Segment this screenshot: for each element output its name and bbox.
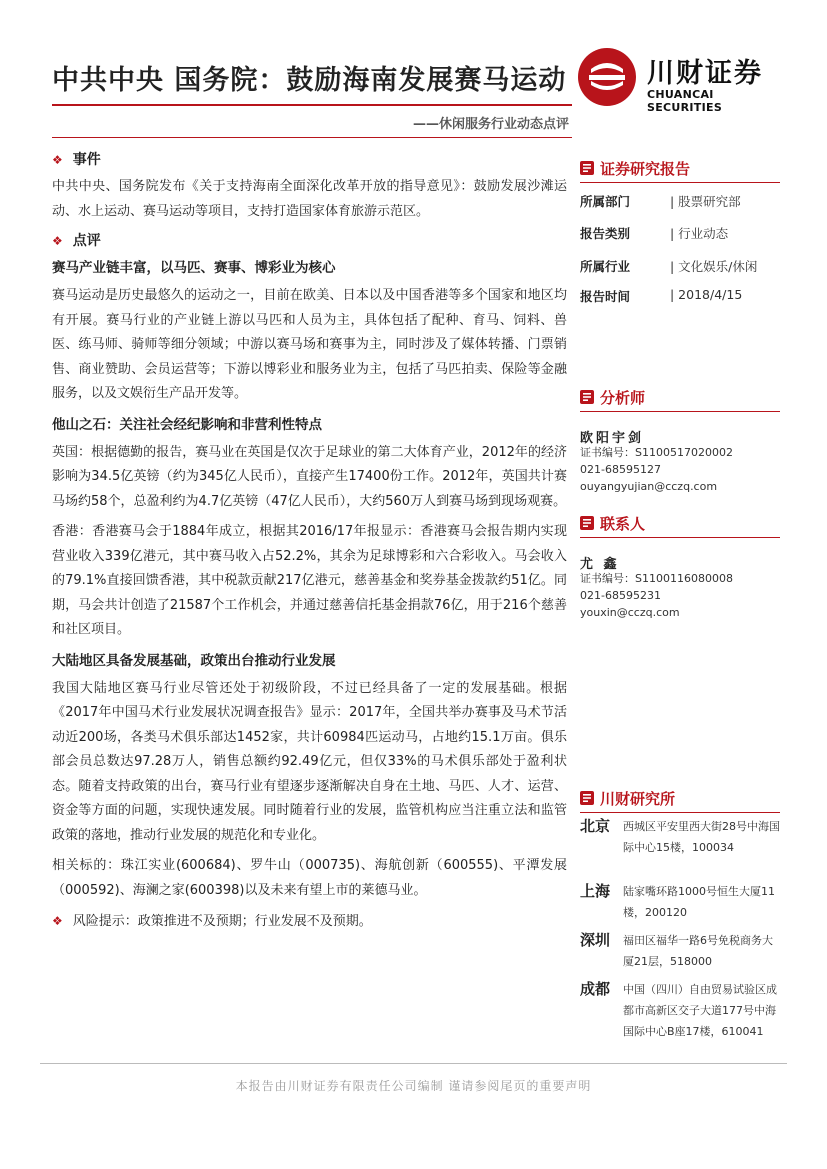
diamond-bullet-icon: ❖	[52, 153, 63, 167]
institute-panel	[580, 788, 780, 810]
institute-heading: 川财研究所	[580, 788, 780, 810]
footer-disclaimer: 本报告由川财证券有限责任公司编制 谨请参阅尾页的重要声明	[235, 1079, 592, 1093]
contact-heading: 联系人	[580, 513, 780, 535]
section-rule	[580, 537, 780, 538]
event-heading: ❖ 事件	[52, 152, 101, 168]
report-icon	[580, 390, 594, 404]
subtitle-rule	[52, 137, 572, 138]
event-paragraph: 中共中央、国务院发布《关于支持海南全面深化改革开放的指导意见》：鼓励发展沙滩运动、水上运动、赛马运动等项目，支持打造国家体育旅游示范区。	[52, 179, 567, 219]
contact-email[interactable]: youxin@cczq.com	[580, 606, 680, 619]
contact-phone: 021-68595231	[580, 589, 661, 602]
analyst-email[interactable]: ouyangyujian@cczq.com	[580, 480, 718, 493]
paragraph-industry-chain: 赛马运动是历史最悠久的运动之一，目前在欧美、日本以及中国香港等多个国家和地区均有开展。赛马行业的产业链上游以马匹和人员为主，具体包括了配种、育马、饲料、兽医、练马师、骑师等细分领域；中游以赛马场和赛事为主，同时涉及了媒体转播、门票销售、商业赞助、会员运营等；下游以博彩业和服务业为主，包括了马匹拍卖、保险等金融服务，以及文娱衍生产品开发等。	[52, 288, 567, 401]
subheading-mainland: 大陆地区具备发展基础，政策出台推动行业发展	[52, 652, 336, 669]
report-icon	[580, 791, 594, 805]
report-info-heading: 证券研究报告	[580, 158, 780, 180]
page-title: 中共中央 国务院：鼓励海南发展赛马运动	[52, 65, 567, 96]
header-rule	[52, 104, 572, 106]
logo-text-en: CHUANCAI SECURITIES	[647, 88, 723, 114]
review-heading: ❖ 点评	[52, 233, 101, 249]
analyst-panel	[580, 387, 780, 493]
subheading-overseas: 他山之石：关注社会经纪影响和非营利性特点	[52, 416, 322, 433]
diamond-bullet-icon: ❖	[52, 914, 63, 928]
analyst-cert: 证书编号：S1100517020002	[580, 446, 733, 459]
analyst-name: 欧阳宇剑	[580, 431, 645, 446]
main-content	[52, 149, 567, 934]
contact-name: 尤 鑫	[580, 557, 620, 572]
paragraph-uk: 英国：根据德勤的报告，赛马业在英国是仅次于足球业的第二大体育产业，2012年的经济影响为34.5亿英镑（约为345亿人民币），直接产生17400份工作。2012年，英国共计赛马场约58个，总盈利约为4.7亿英镑（47亿人民币），大约560万人到赛马场到现场观赛。	[52, 444, 567, 509]
risk-warning: ❖ 风险提示：政策推进不及预期；行业发展不及预期。	[52, 914, 372, 929]
paragraph-related-stocks: 相关标的：珠江实业(600684)、罗牛山（000735)、海航创新（600555)、平潭发展（000592)、海澜之家(600398)以及未来有望上市的莱德马业。	[52, 858, 567, 898]
contact-cert: 证书编号：S1100116080008	[580, 572, 733, 585]
logo-text-cn: 川财证券	[647, 58, 763, 89]
section-rule	[580, 411, 780, 412]
page-subtitle: ——休闲服务行业动态点评	[412, 117, 569, 132]
paragraph-hongkong: 香港：香港赛马会于1884年成立，根据其2016/17年报显示：香港赛马会报告期内实现营业收入339亿港元，其中赛马收入占52.2%，其余为足球博彩和六合彩收入。马会收入的79.1%直接回馈香港，其中税款贡献217亿港元，慈善基金和奖券基金拨款约51亿。同期，马会共计创造了21587个工作机会，并通过慈善信托基金捐款76亿，用于216个慈善和社区项目。	[52, 524, 567, 637]
section-rule	[580, 812, 780, 813]
analyst-heading: 分析师	[580, 387, 780, 409]
footer-rule	[40, 1063, 787, 1064]
contact-panel	[580, 513, 780, 619]
company-logo	[577, 47, 777, 114]
subheading-industry-chain: 赛马产业链丰富，以马匹、赛事、博彩业为核心	[52, 260, 336, 276]
analyst-phone: 021-68595127	[580, 463, 661, 476]
section-rule	[580, 182, 780, 183]
report-icon	[580, 516, 594, 530]
report-icon	[580, 161, 594, 175]
diamond-bullet-icon: ❖	[52, 234, 63, 248]
logo-icon	[577, 47, 637, 107]
paragraph-mainland: 我国大陆地区赛马行业尽管还处于初级阶段，不过已经具备了一定的发展基础。根据《2017年中国马术行业发展状况调查报告》显示：2017年，全国共举办赛事及马术节活动近200场，各类马术俱乐部达1452家，共计60984匹运动马，占地约15.1万亩。俱乐部会员总数达97.28万人，销售总额约92.49亿元，但仅33%的马术俱乐部处于盈利状态。随着支持政策的出台，赛马行业有望逐步逐渐解决自身在土地、马匹、人才、运营、资金等方面的问题，实现快速发展。同时随着行业的发展，监管机构应当注重立法和监管政策的落地，推动行业发展的规范化和专业化。	[52, 680, 567, 843]
report-info-panel: 证券研究报告 所属部门 | 股票研究部 报告类别 | 行业动态 所属行业 | 文化娱乐/休闲 报告时间 | 2018/4/15	[580, 158, 780, 180]
